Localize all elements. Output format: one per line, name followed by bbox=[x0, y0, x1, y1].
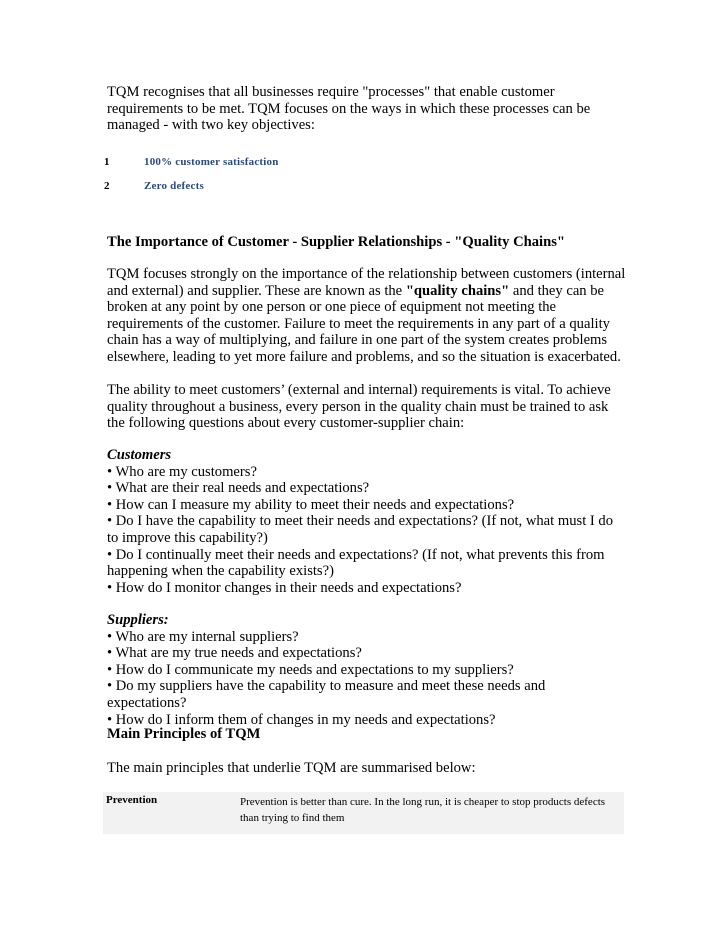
customers-title: Customers bbox=[107, 447, 172, 463]
objective-text: Zero defects bbox=[144, 180, 204, 192]
principles-intro: The main principles that underlie TQM are summarised below: bbox=[107, 760, 476, 776]
list-item: • What are my true needs and expectations? bbox=[107, 645, 362, 662]
objective-text: 100% customer satisfaction bbox=[144, 156, 279, 168]
suppliers-list bbox=[107, 612, 627, 728]
principles-table-row bbox=[103, 792, 624, 834]
list-item: • How do I communicate my needs and expectations to my suppliers? bbox=[107, 661, 514, 678]
suppliers-title: Suppliers: bbox=[107, 612, 169, 628]
intro-paragraph: TQM recognises that all businesses require "processes" that enable customer requirements to be met. TQM focuses on the ways in which these processes can be managed - with two key objectives: bbox=[107, 84, 591, 134]
paragraph-text: TQM focuses strongly on the importance of the relationship between customers (internal and external) and supplier. These are known as the bbox=[107, 266, 626, 299]
paragraph-text: and they can be broken at any point by one person or one piece of equipment not meeting the requirements of the customer. Failure to meet the requirements in any part of a quality chain has a way of multiplying, and failure in one part of the system creates problems elsewhere, leading to yet more failure and problems, and so the situation is exacerbated. bbox=[107, 282, 621, 365]
list-item: • How do I monitor changes in their needs and expectations? bbox=[107, 579, 462, 596]
objective-number: 1 bbox=[104, 156, 110, 168]
objective-number: 2 bbox=[104, 180, 110, 192]
principle-description: Prevention is better than cure. In the long run, it is cheaper to stop products defects than trying to find them bbox=[240, 796, 606, 824]
paragraph-bold-term: "quality chains" bbox=[405, 282, 510, 299]
customers-list bbox=[107, 447, 627, 596]
section-heading-quality-chains: The Importance of Customer - Supplier Relationships - "Quality Chains" bbox=[107, 234, 565, 250]
list-item: • Do my suppliers have the capability to measure and meet these needs and expectations? bbox=[107, 678, 546, 711]
section-heading-main-principles: Main Principles of TQM bbox=[107, 726, 261, 742]
list-item: • Do I continually meet their needs and expectations? (If not, what prevents this from happening when the capability exists?) bbox=[107, 546, 605, 580]
list-item: • Who are my customers? bbox=[107, 463, 257, 480]
principle-name: Prevention bbox=[106, 794, 158, 806]
list-item: • Who are my internal suppliers? bbox=[107, 628, 299, 645]
list-item: • How can I measure my ability to meet their needs and expectations? bbox=[107, 496, 515, 513]
list-item: • How do I inform them of changes in my needs and expectations? bbox=[107, 711, 496, 728]
list-item: • What are their real needs and expectations? bbox=[107, 480, 370, 497]
ability-paragraph: The ability to meet customers’ (external and internal) requirements is vital. To achieve quality throughout a business, every person in the quality chain must be trained to ask the following questions about every customer-supplier chain: bbox=[107, 382, 611, 432]
quality-chains-paragraph bbox=[107, 266, 627, 366]
list-item: • Do I have the capability to meet their needs and expectations? (If not, what must I do to improve this capability?) bbox=[107, 513, 613, 546]
